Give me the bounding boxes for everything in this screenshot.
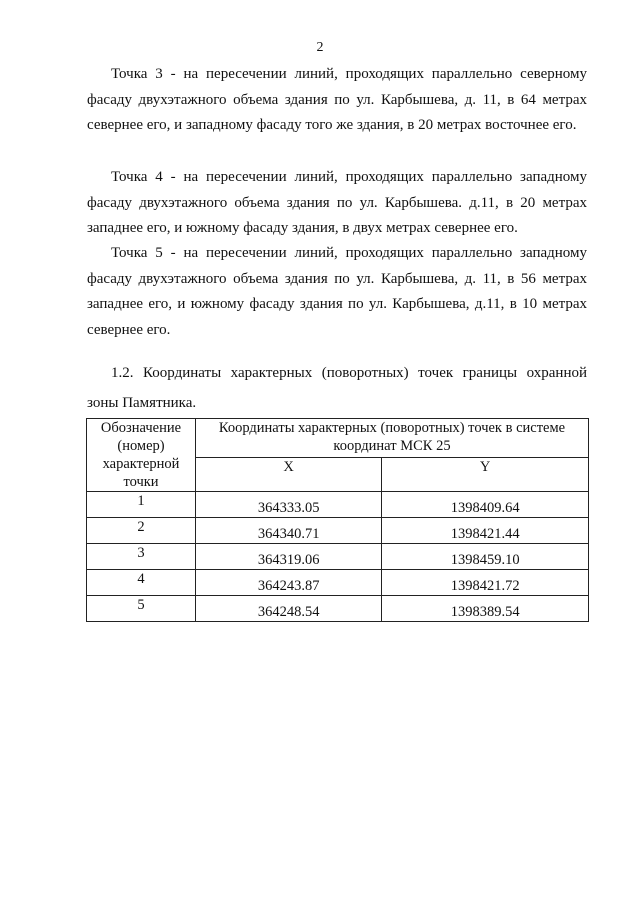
coord-x: 364333.05 bbox=[196, 492, 382, 518]
header-point-designation: Обозначение (номер) характерной точки bbox=[87, 419, 196, 492]
paragraph-point-3: Точка 3 - на пересечении линий, проходящих параллельно северному фасаду двухэтажного объема здания по ул. Карбышева, д. 11, в 64 метрах севернее его, и западному фасаду того же здания, в 20 метрах восточнее его. bbox=[87, 66, 587, 133]
header-x: X bbox=[196, 457, 382, 491]
point-number: 3 bbox=[87, 544, 196, 570]
table-row bbox=[87, 596, 589, 622]
coord-x: 364340.71 bbox=[196, 518, 382, 544]
table-row bbox=[87, 544, 589, 570]
coord-y: 1398421.72 bbox=[382, 570, 589, 596]
coord-y: 1398389.54 bbox=[382, 596, 589, 622]
point-number: 4 bbox=[87, 570, 196, 596]
header-coordinates-group: Координаты характерных (поворотных) точек в системе координат МСК 25 bbox=[196, 419, 589, 458]
coord-y: 1398409.64 bbox=[382, 492, 589, 518]
table-header-row bbox=[87, 419, 589, 458]
coord-y: 1398459.10 bbox=[382, 544, 589, 570]
paragraph-point-4: Точка 4 - на пересечении линий, проходящих параллельно западному фасаду двухэтажного объема здания по ул. Карбышева. д.11, в 20 метрах западнее его, и южному фасаду здания, в двух метрах севернее его. bbox=[87, 169, 587, 236]
coord-x: 364319.06 bbox=[196, 544, 382, 570]
page-number: 2 bbox=[316, 40, 324, 55]
coordinates-table bbox=[86, 418, 589, 622]
point-number: 2 bbox=[87, 518, 196, 544]
coord-x: 364248.54 bbox=[196, 596, 382, 622]
table-row bbox=[87, 570, 589, 596]
point-number: 5 bbox=[87, 596, 196, 622]
header-y: Y bbox=[382, 457, 589, 491]
point-number: 1 bbox=[87, 492, 196, 518]
coord-y: 1398421.44 bbox=[382, 518, 589, 544]
table-row bbox=[87, 492, 589, 518]
coord-x: 364243.87 bbox=[196, 570, 382, 596]
paragraph-point-5: Точка 5 - на пересечении линий, проходящих параллельно западному фасаду двухэтажного объема здания по ул. Карбышева, д. 11, в 56 метрах западнее его, и южному фасаду здания по ул. Карбышева, д.11, в 10 метрах севернее его. bbox=[87, 245, 587, 338]
table-row bbox=[87, 518, 589, 544]
section-heading-coordinates: 1.2. Координаты характерных (поворотных) точек границы охранной зоны Памятника. bbox=[87, 365, 587, 411]
